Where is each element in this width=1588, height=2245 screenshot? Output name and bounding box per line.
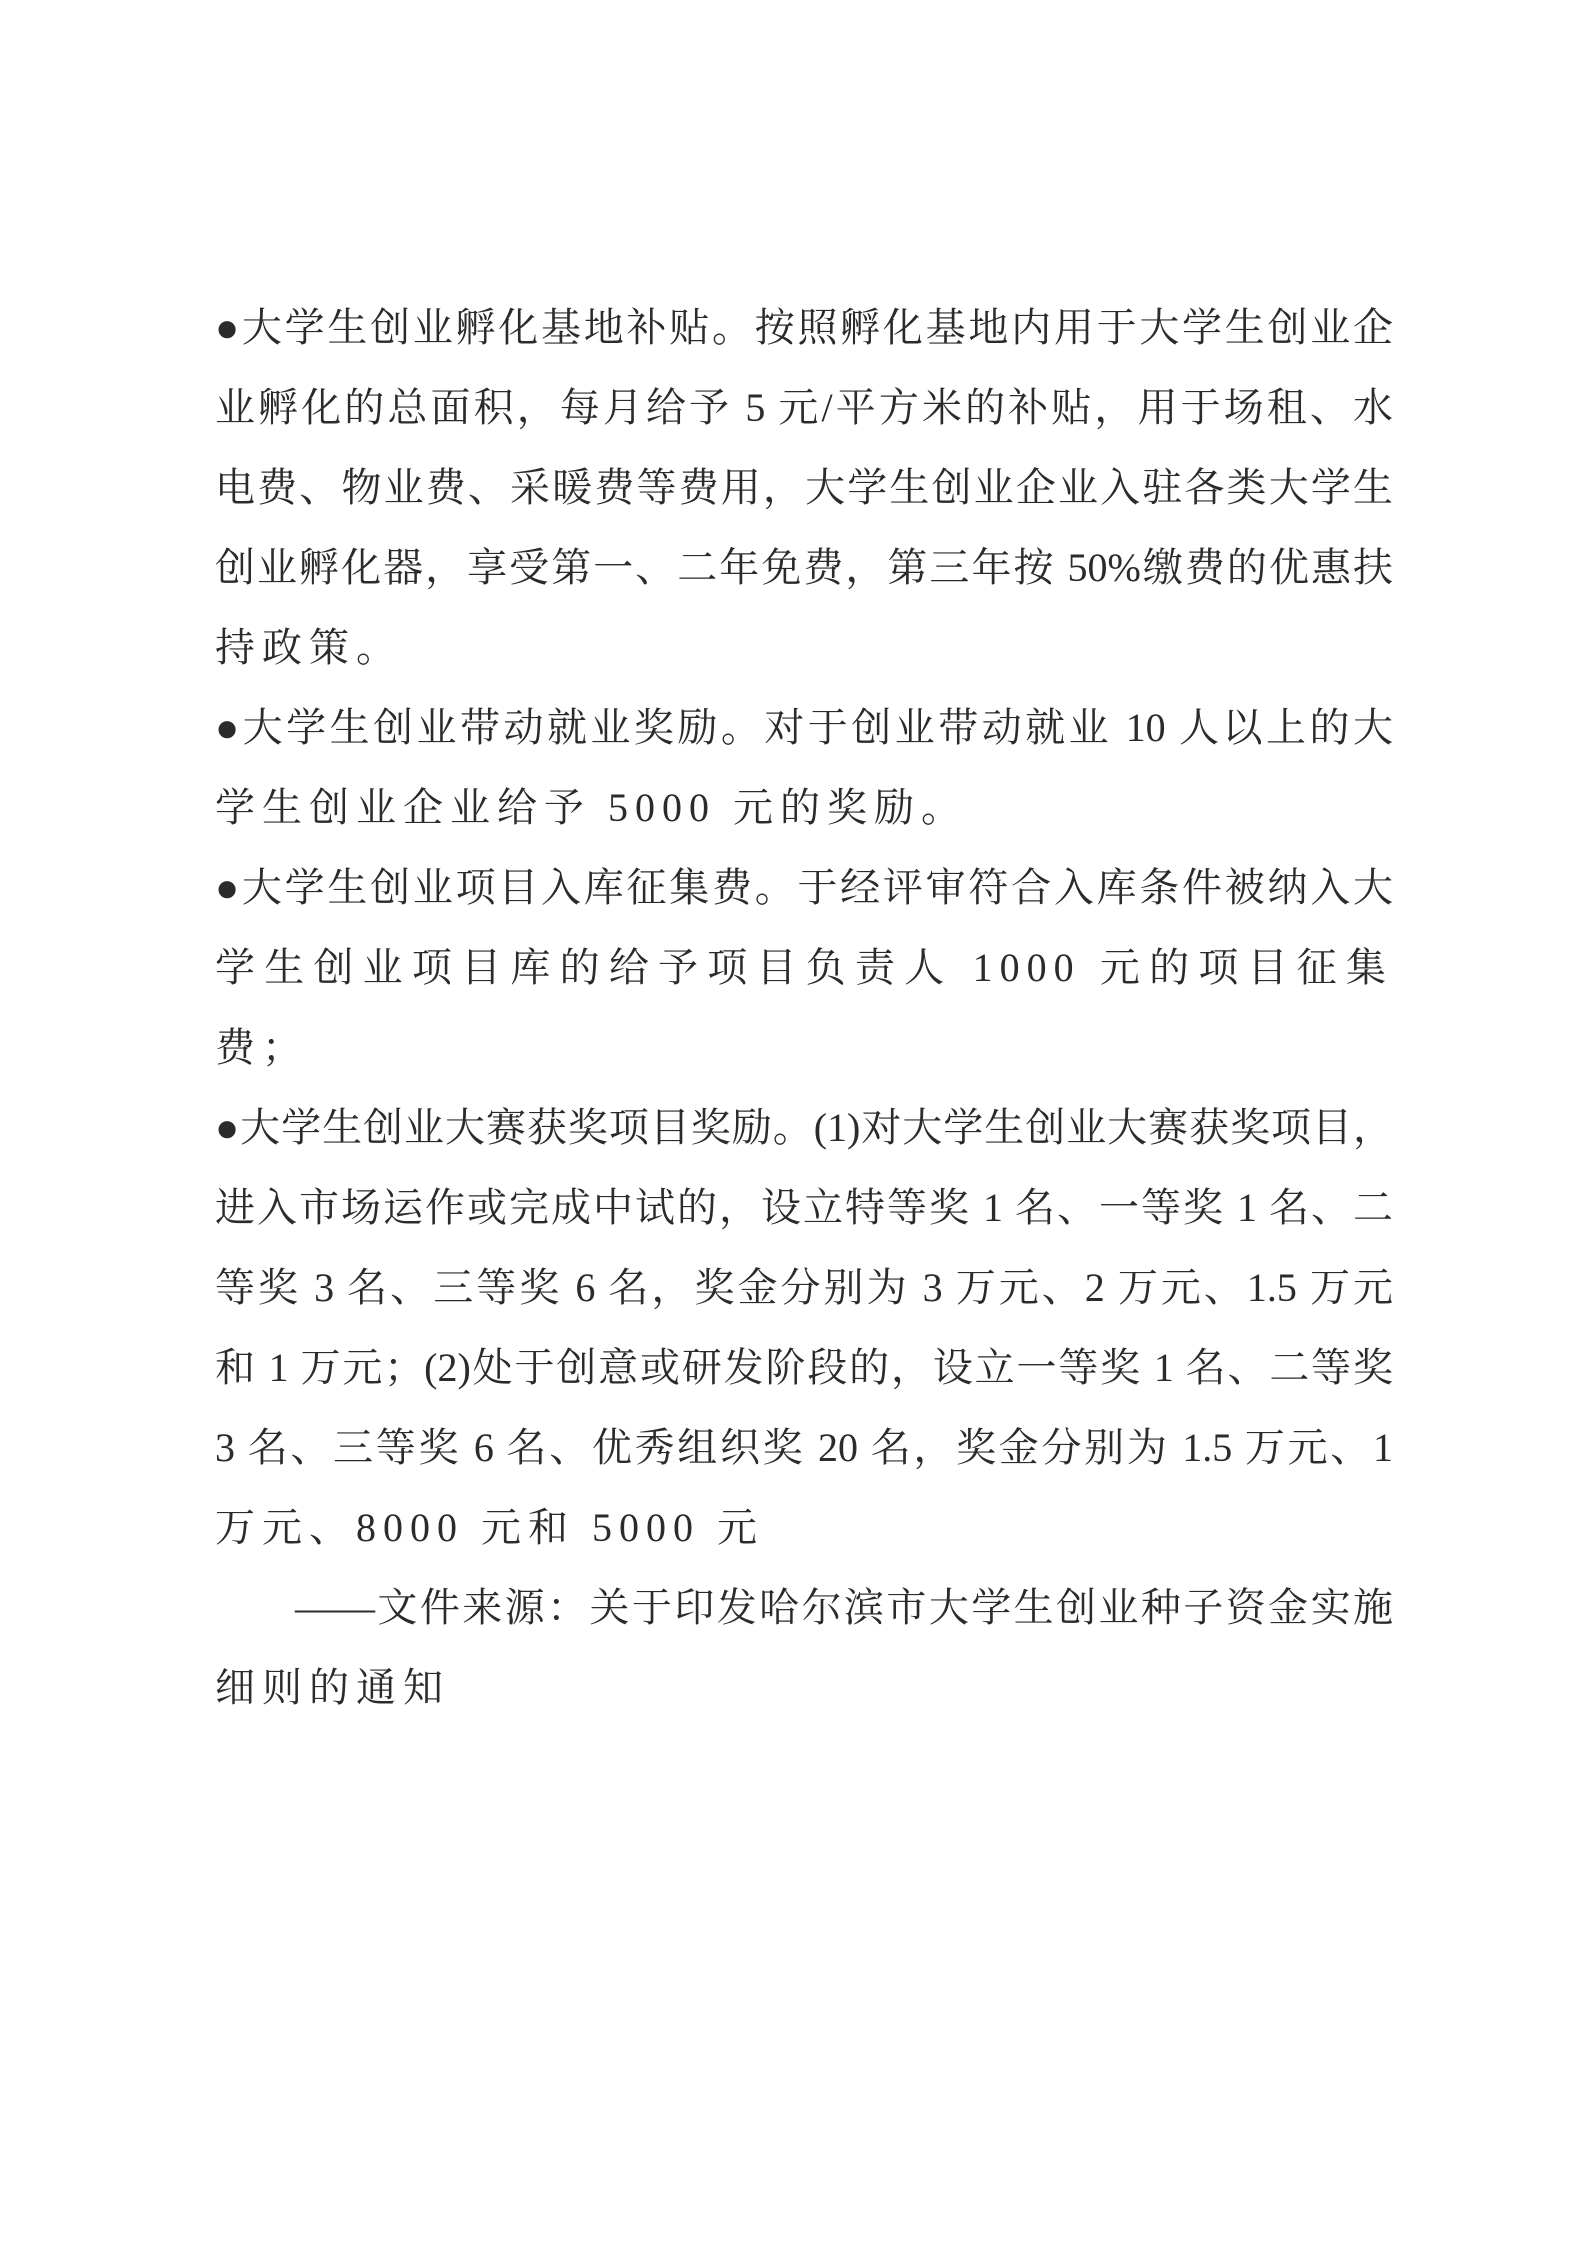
- text-line: 进入市场运作或完成中试的，设立特等奖 1 名、一等奖 1 名、二: [215, 1185, 1393, 1230]
- bullet-paragraph: [215, 1088, 1393, 1568]
- text-line: 等奖 3 名、三等奖 6 名，奖金分别为 3 万元、2 万元、1.5 万元: [215, 1265, 1393, 1310]
- text-line: 学生创业项目库的给予项目负责人 1000 元的项目征集费；: [215, 945, 1393, 1070]
- text-line: 万元、8000 元和 5000 元: [215, 1505, 764, 1550]
- text-line: 业孵化的总面积，每月给予 5 元/平方米的补贴，用于场租、水: [215, 385, 1393, 430]
- bullet-paragraph: [215, 688, 1393, 848]
- text-line: 细则的通知: [215, 1665, 450, 1710]
- bullet-paragraph: [215, 288, 1393, 688]
- text-line: 持政策。: [215, 625, 403, 670]
- text-line: ——文件来源：关于印发哈尔滨市大学生创业种子资金实施: [295, 1585, 1393, 1630]
- text-line: 电费、物业费、采暖费等费用，大学生创业企业入驻各类大学生: [215, 465, 1393, 510]
- text-line: 3 名、三等奖 6 名、优秀组织奖 20 名，奖金分别为 1.5 万元、1: [215, 1425, 1393, 1470]
- text-line: ●大学生创业孵化基地补贴。按照孵化基地内用于大学生创业企: [215, 305, 1393, 350]
- text-line: 创业孵化器，享受第一、二年免费，第三年按 50%缴费的优惠扶: [215, 545, 1393, 590]
- text-line: 学生创业企业给予 5000 元的奖励。: [215, 785, 968, 830]
- bullet-paragraph: [215, 848, 1393, 1088]
- text-line: ●大学生创业项目入库征集费。于经评审符合入库条件被纳入大: [215, 865, 1393, 910]
- text-line: ●大学生创业大赛获奖项目奖励。(1)对大学生创业大赛获奖项目，: [215, 1105, 1393, 1150]
- document-body: [215, 288, 1393, 1728]
- source-paragraph: [215, 1568, 1393, 1728]
- text-line: ●大学生创业带动就业奖励。对于创业带动就业 10 人以上的大: [215, 705, 1393, 750]
- text-line: 和 1 万元；(2)处于创意或研发阶段的，设立一等奖 1 名、二等奖: [215, 1345, 1393, 1390]
